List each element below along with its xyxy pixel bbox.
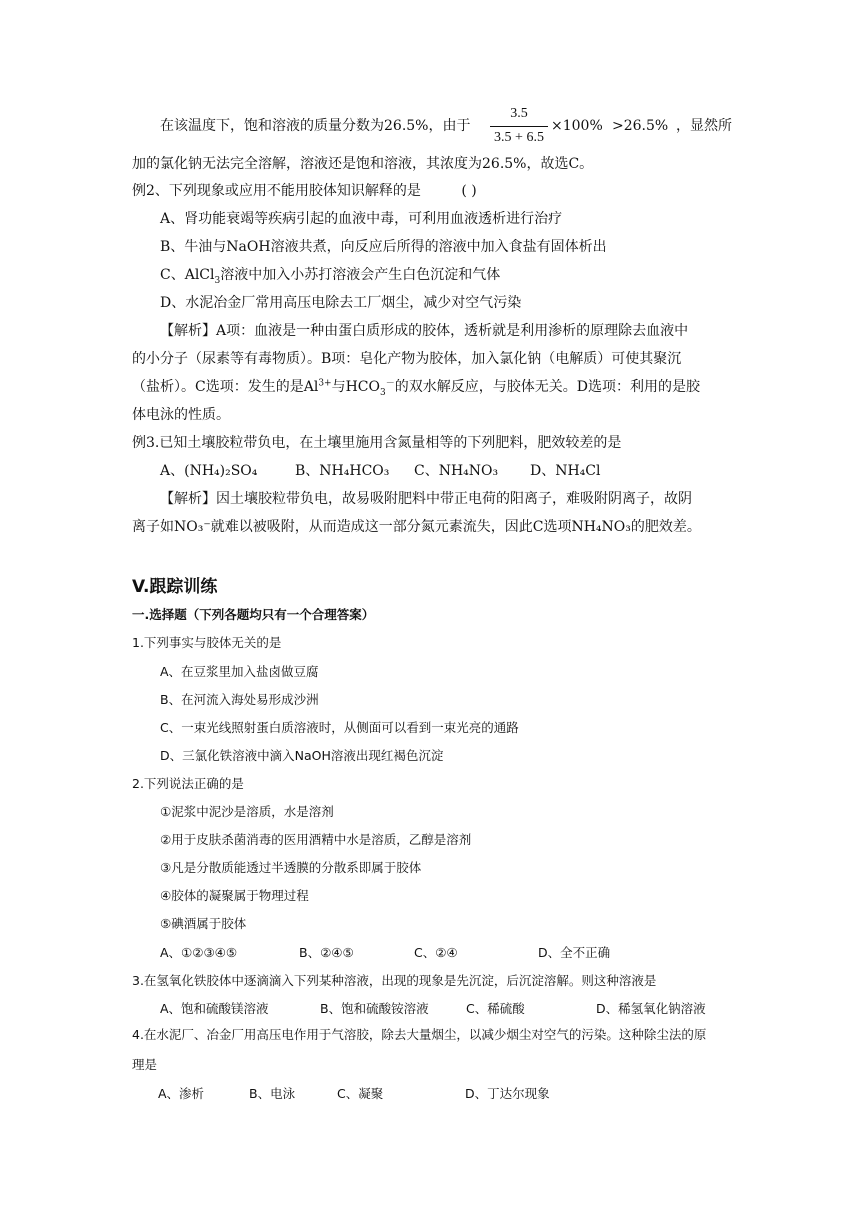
hco3-charge: － bbox=[385, 378, 395, 389]
option-c-formula: C、AlCl bbox=[160, 267, 215, 283]
example-2-analysis-2: 的小分子（尿素等有毒物质）。B项：皂化产物为胶体，加入氯化钠（电解质）可使其聚沉 bbox=[132, 351, 682, 367]
intro-line-1 bbox=[160, 116, 470, 136]
intro-text: 在该温度下，饱和溶液的质量分数为26.5%，由于 bbox=[160, 118, 471, 134]
question-1-option-a: A、在豆浆里加入盐卤做豆腐 bbox=[160, 664, 319, 679]
question-4-stem-1: 4.在水泥厂、冶金厂用高压电作用于气溶胶，除去大量烟尘，以减少烟尘对空气的污染。这种除尘法的原 bbox=[132, 1027, 707, 1042]
question-2-statement-2: ②用于皮肤杀菌消毒的医用酒精中水是溶质，乙醇是溶剂 bbox=[160, 832, 472, 847]
al-charge: 3+ bbox=[318, 378, 332, 389]
example-3-option-a: A、(NH₄)₂SO₄ bbox=[160, 463, 258, 479]
example-2-question bbox=[132, 181, 477, 201]
question-1-option-d: D、三氯化铁溶液中滴入NaOH溶液出现红褐色沉淀 bbox=[160, 748, 444, 763]
question-1-option-c: C、一束光线照射蛋白质溶液时，从侧面可以看到一束光亮的通路 bbox=[160, 720, 519, 735]
question-1-option-b: B、在河流入海处易形成沙洲 bbox=[160, 692, 319, 707]
example-2-option-a: A、肾功能衰竭等疾病引起的血液中毒，可利用血液透析进行治疗 bbox=[160, 211, 563, 227]
fraction-numerator: 3.5 bbox=[510, 106, 528, 121]
question-3-option-d: D、稀氢氧化钠溶液 bbox=[596, 1001, 706, 1016]
question-2-option-b: B、②④⑤ bbox=[299, 945, 354, 960]
question-2-stem: 2.下列说法正确的是 bbox=[132, 776, 244, 791]
question-3-option-a: A、饱和硫酸镁溶液 bbox=[160, 1001, 269, 1016]
example-3-question: 例3.已知土壤胶粒带负电，在土壤里施用含氮量相等的下列肥料，肥效较差的是 bbox=[132, 435, 622, 451]
question-3-option-b: B、饱和硫酸铵溶液 bbox=[320, 1001, 429, 1016]
question-4-stem-2: 理是 bbox=[132, 1057, 158, 1072]
example-2-analysis-4: 体电泳的性质。 bbox=[132, 407, 230, 423]
fraction-bar bbox=[490, 126, 548, 127]
analysis-3-part-c: 的双水解反应，与胶体无关。D选项：利用的是胶 bbox=[394, 379, 700, 395]
question-2-option-d: D、全不正确 bbox=[538, 945, 611, 960]
example-2-analysis-3 bbox=[132, 377, 700, 397]
example-2-option-b: B、牛油与NaOH溶液共煮，向反应后所得的溶液中加入食盐有固体析出 bbox=[160, 239, 607, 255]
question-2-option-a: A、①②③④⑤ bbox=[160, 945, 238, 960]
section-subtitle: 一.选择题（下列各题均只有一个合理答案） bbox=[132, 607, 375, 622]
intro-line-2: 加的氯化钠无法完全溶解，溶液还是饱和溶液，其浓度为26.5%，故选C。 bbox=[132, 156, 594, 172]
question-2-statement-5: ⑤碘酒属于胶体 bbox=[160, 916, 247, 931]
intro-compare: >26.5% bbox=[612, 118, 669, 134]
option-c-text: 溶液中加入小苏打溶液会产生白色沉淀和气体 bbox=[220, 267, 501, 283]
question-4-option-d: D、丁达尔现象 bbox=[465, 1086, 550, 1101]
example-2-option-c bbox=[160, 265, 500, 285]
example-2-option-d: D、水泥冶金厂常用高压电除去工厂烟尘，减少对空气污染 bbox=[160, 295, 522, 311]
question-3-stem: 3.在氢氧化铁胶体中逐滴滴入下列某种溶液，出现的现象是先沉淀，后沉淀溶解。则这种溶液是 bbox=[132, 973, 657, 988]
example-3-option-b: B、NH₄HCO₃ bbox=[295, 463, 390, 479]
question-4-option-c: C、凝聚 bbox=[337, 1086, 384, 1101]
example-3-option-d: D、NH₄Cl bbox=[530, 463, 601, 479]
section-title: V.跟踪训练 bbox=[132, 577, 218, 597]
question-2-option-c: C、②④ bbox=[414, 945, 458, 960]
question-3-option-c: C、稀硫酸 bbox=[466, 1001, 525, 1016]
answer-blank: ( ) bbox=[461, 183, 477, 199]
option-c-subscript: 3 bbox=[214, 275, 221, 286]
question-2-statement-1: ①泥浆中泥沙是溶质，水是溶剂 bbox=[160, 804, 334, 819]
analysis-3-part-a: （盐析）。C选项：发生的是Al bbox=[132, 379, 319, 395]
question-2-statement-3: ③凡是分散质能透过半透膜的分散系即属于胶体 bbox=[160, 860, 422, 875]
example-2-analysis-1: 【解析】A项：血液是一种由蛋白质形成的胶体，透析就是利用渗析的原理除去血液中 bbox=[160, 323, 689, 339]
fraction bbox=[490, 106, 548, 148]
example-2-stem: 例2、下列现象或应用不能用胶体知识解释的是 bbox=[132, 183, 421, 199]
example-3-option-c: C、NH₄NO₃ bbox=[414, 463, 499, 479]
question-1-stem: 1.下列事实与胶体无关的是 bbox=[132, 635, 282, 650]
fraction-multiplier: ×100% bbox=[551, 118, 603, 134]
hco3-subscript: 3 bbox=[380, 387, 386, 398]
analysis-3-part-b: 与HCO bbox=[331, 379, 380, 395]
example-3-analysis-1: 【解析】因土壤胶粒带负电，故易吸附肥料中带正电荷的阳离子，难吸附阴离子，故阴 bbox=[160, 491, 692, 507]
question-2-statement-4: ④胶体的凝聚属于物理过程 bbox=[160, 888, 309, 903]
example-3-analysis-2: 离子如NO₃⁻就难以被吸附，从而造成这一部分氮元素流失，因此C选项NH₄NO₃的肥效差。 bbox=[132, 519, 701, 535]
question-4-option-a: A、渗析 bbox=[158, 1086, 205, 1101]
question-4-option-b: B、电泳 bbox=[249, 1086, 296, 1101]
fraction-denominator: 3.5 + 6.5 bbox=[494, 130, 544, 145]
intro-tail: ，显然所 bbox=[676, 118, 732, 134]
